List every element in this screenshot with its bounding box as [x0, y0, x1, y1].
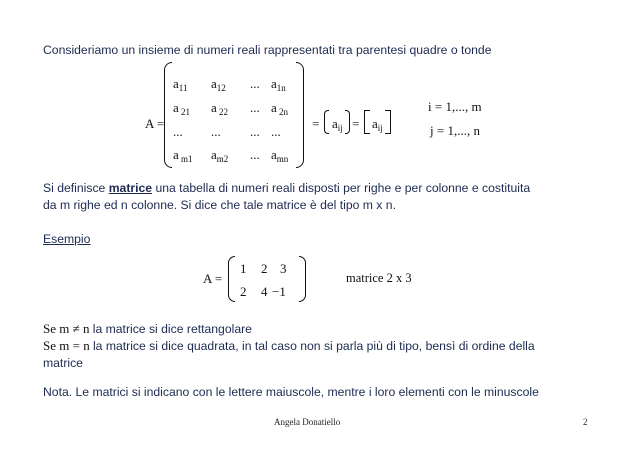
example-matrix-cell: 2 — [240, 284, 247, 299]
definition-line-1: Si definisce matrice una tabella di numeri reali disposti per righe e per colonne e costituita — [43, 181, 531, 195]
aij-right-bracket — [385, 110, 391, 134]
right-parenthesis — [296, 62, 304, 168]
aij-element: $a_{ij}$ — [332, 116, 343, 133]
matrix-cell: a $_{2n}$ — [271, 100, 289, 117]
matrix-cell: a $_{22}$ — [211, 100, 229, 117]
example-left-parenthesis — [228, 256, 235, 302]
square-line-2: matrice — [43, 356, 83, 370]
left-parenthesis — [164, 62, 172, 168]
example-matrix-cell: 1 — [240, 261, 247, 276]
matrix-cell: ... — [250, 76, 260, 91]
matrix-cell: ... — [250, 124, 260, 139]
note-text: Nota. Le matrici si indicano con le lettere maiuscole, mentre i loro elementi con le minuscole — [43, 385, 539, 399]
index-j-range: j = 1,..., n — [430, 123, 480, 138]
index-i-range: i = 1,..., m — [428, 99, 482, 114]
equals-sign-1: = — [312, 116, 320, 131]
matrix-cell: a $_{21}$ — [173, 100, 191, 117]
footer-author: Angela Donatiello — [274, 417, 341, 427]
aij-bracket-element: $a_{ij}$ — [372, 116, 383, 133]
example-matrix-label: A = — [203, 271, 223, 286]
example-matrix-cell: −1 — [272, 284, 286, 299]
matrix-cell: $a_{m2}$ — [211, 147, 229, 164]
equals-sign-2: = — [352, 116, 360, 131]
example-matrix-cell: 2 — [261, 261, 268, 276]
matrix-label: A = — [145, 116, 165, 131]
matrix-cell: a $_{m1}$ — [173, 147, 193, 164]
matrix-cell: ... — [211, 124, 221, 139]
aij-left-paren — [324, 110, 329, 134]
matrix-cell: $a_{11}$ — [173, 76, 188, 93]
example-matrix-cell: 4 — [261, 284, 268, 299]
intro-text: Consideriamo un insieme di numeri reali rappresentati tra parentesi quadre o tonde — [43, 43, 492, 57]
matrix-cell: $a_{12}$ — [211, 76, 226, 93]
definition-line-2: da m righe ed n colonne. Si dice che tale matrice è del tipo m x n. — [43, 198, 396, 212]
example-caption: matrice 2 x 3 — [346, 271, 412, 285]
aij-right-paren — [345, 110, 350, 134]
square-line: Se m = n la matrice si dice quadrata, in tal caso non si parla più di tipo, bensì di ordine della — [43, 338, 535, 353]
example-right-parenthesis — [299, 256, 306, 302]
page-number: 2 — [583, 417, 588, 427]
rectangular-line: Se m ≠ n la matrice si dice rettangolare — [43, 321, 252, 336]
matrix-cell: ... — [250, 100, 260, 115]
term-matrice: matrice — [108, 181, 153, 195]
example-heading: Esempio — [43, 232, 91, 246]
example-matrix-cell: 3 — [280, 261, 287, 276]
aij-left-bracket — [364, 110, 370, 134]
matrix-cell: ... — [173, 124, 183, 139]
matrix-cell: ... — [250, 147, 260, 162]
matrix-cell: $a_{mn}$ — [271, 147, 289, 164]
matrix-cell: ... — [271, 124, 281, 139]
matrix-cell: $a_{1n}$ — [271, 76, 286, 93]
